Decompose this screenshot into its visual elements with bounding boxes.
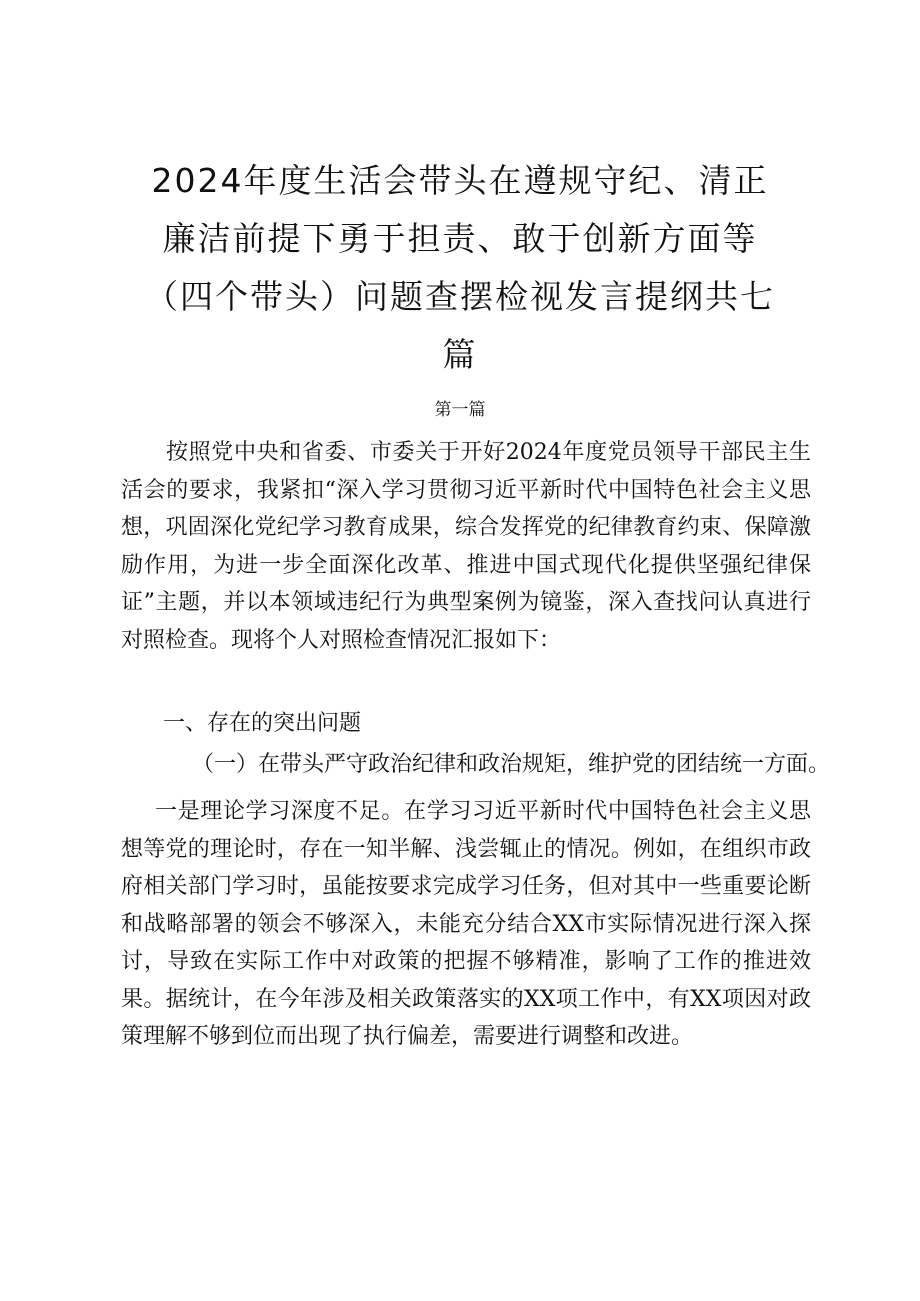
- section-heading: 一、存在的突出问题: [163, 711, 362, 736]
- section-label: 第一篇: [434, 400, 486, 420]
- intro-paragraph: 按照党中央和省委、市委关于开好2024年度党员领导干部民主生活会的要求，我紧扣“深入学习贯彻习近平新时代中国特色社会主义思想，巩固深化党纪学习教育成果，综合发挥党的纪律教育约束、保障激励作用，为进一步全面深化改革、推进中国式现代化提供坚强纪律保证”主题，并以本领域违纪行为典型案例为镜鉴，深入查找问认真进行对照检查。现将个人对照检查情况汇报如下：: [121, 440, 811, 653]
- document-title: 2024年度生活会带头在遵规守纪、清正廉洁前提下勇于担责、敢于创新方面等（四个带头）问题查摆检视发言提纲共七篇: [145, 161, 775, 374]
- subsection-heading: （一）在带头严守政治纪律和政治规矩，维护党的团结统一方面。: [192, 752, 831, 777]
- body-paragraph: 一是理论学习深度不足。在学习习近平新时代中国特色社会主义思想等党的理论时，存在一知半解、浅尝辄止的情况。例如，在组织市政府相关部门学习时，虽能按要求完成学习任务，但对其中一些重要论断和战略部署的领会不够深入，未能充分结合XX市实际情况进行深入探讨，导致在实际工作中对政策的把握不够精准，影响了工作的推进效果。据统计，在今年涉及相关政策落实的XX项工作中，有XX项因对政策理解不够到位而出现了执行偏差，需要进行调整和改进。: [121, 799, 811, 1049]
